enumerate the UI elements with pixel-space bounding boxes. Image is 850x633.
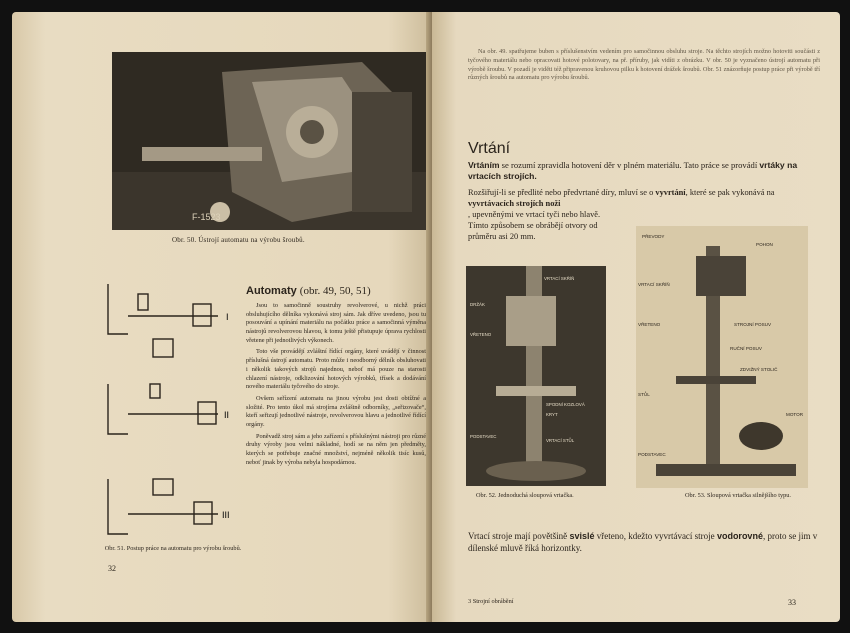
closing-text-3: , proto se jim v dílenské mluvě říká horizontky. <box>468 531 818 554</box>
closing-text-1: Vrtací stroje mají povětšině <box>468 531 570 541</box>
fig53-label: RUČNÍ POSUV <box>730 346 762 351</box>
simple-pillar-drill-photo <box>466 266 606 486</box>
vrtani-lead <box>468 160 820 182</box>
fig53-label: PŘEVODY <box>642 234 665 239</box>
open-book <box>12 12 842 622</box>
automat-mechanism-photo <box>112 52 430 230</box>
body-bold-1: vyvrtání <box>655 188 686 197</box>
fig50-caption: Obr. 50. Ústrojí automatu na výrobu šroubů. <box>172 236 305 244</box>
fig51-label-3: III <box>222 510 230 520</box>
automaty-title: Automaty <box>246 285 297 297</box>
intro-text: Na obr. 49. spatřujeme buben s příslušenstvím vedením pro samočinnou obsluhu stroje. Na těchto strojích možno hotoviti součásti z tyčového materiálu nebo opracovati hotové polotovary, na př. příruby, jak vidíti z obrázku. V obr. 50 je vyznačeno ústrojí automatu při výrobě šroubu. V pozadí je viděti též připravenou kruhovou pilku k hotovení drážek šroubů. Obr. 51 znázorňuje postup práce při výrobě tří různých šroubů na automatu pro výrobu šroubů. <box>468 48 820 82</box>
fig52-label: VRTACÍ SKŘÍŇ <box>544 276 575 281</box>
page-number-left: 32 <box>108 564 116 573</box>
fig52-label: VŘETENO <box>470 332 492 337</box>
fig53-label: MOTOR <box>786 412 804 417</box>
automaty-paragraph: Jsou to samočinně soustruhy revolverové, u nichž práci obsluhujícího dělníka vykonává stroj sám. Jak dříve uvedeno, jsou tu posouvání a upínání materiálu na počátku práce a samočinná výměna nástrojů revolverovou hlavou, k tomu ještě přistupuje úprava rychlosti vřetene při jednotlivých výkonech. <box>246 302 426 344</box>
automaty-text <box>246 302 426 470</box>
fig51-drawings <box>98 274 238 554</box>
fig51-label-1: I <box>226 312 229 322</box>
automaty-paragraph: Ovšem seřízení automatu na jinou výrobu jest dosti obtížné a složité. Pro tento úkol má strojírna zvláštně odborníky, „seřizovače“, kteří seřizují jednotlivé nástroje, revolverovou hlavu a jednotlivé řídící orgány. <box>246 394 426 428</box>
left-page <box>12 12 430 622</box>
closing-bold-2: vodorovné <box>716 531 763 541</box>
right-page <box>432 12 840 622</box>
fig53-label: STŮL <box>638 392 650 397</box>
automaty-ref: (obr. 49, 50, 51) <box>299 285 371 297</box>
fig53-label: POHON <box>756 242 773 247</box>
automaty-heading <box>246 285 371 297</box>
automaty-paragraph: Toto vše provádějí zvláštní řídící orgány, které uvádějí v činnost příslušná ústrojí automatu. Proto může i neodborný dělník obsluhovati i několik takových strojů najednou, neboť má pouze na starosti chlazení nástroje, odklizování hotových výrobků, třísek a dodávání nového materiálu tyčového do stroje. <box>246 348 426 391</box>
fig53-label: STROJNÍ POSUV <box>734 322 772 327</box>
closing-text-2: vřeteno, kdežto vyvrtávací stroje <box>594 531 717 541</box>
body-text-1: Rozšiřují-li se předlité nebo předvrtané díry, mluví se o <box>468 188 656 197</box>
fig52-label: SPODNÍ KOZLOVÁ <box>546 402 585 407</box>
fig53-label: ZDVIŽNÝ STOLIČ <box>740 367 778 372</box>
body-text-2: , které se pak vykonává na <box>685 188 775 197</box>
body-text-3: , upevněnými ve vrtací tyči nebo hlavě. Tímto způsobem se obrábějí otvory od průměru asi 20 mm. <box>468 209 601 241</box>
closing-paragraph <box>468 530 820 554</box>
lead-bold-2: vrtáky na vrtacích strojích. <box>468 160 798 182</box>
fig52-label: DRŽÁK <box>470 302 485 307</box>
fig51-caption: Obr. 51. Postup práce na automatu pro výrobu šroubů. <box>104 545 242 552</box>
automaty-paragraph: Poněvadž stroj sám a jeho zařízení s příslušnými nástroji pro různé druhy výroby jsou velmi nákladné, hodí se na něm jen předměty, kterých se potřebuje značné množství, nejméně několik tisíc kusů, neboť jinak by výroba nebyla hospodárnou. <box>246 432 426 466</box>
fig52-label: PODSTAVEC <box>470 434 497 439</box>
heavy-pillar-drill-photo <box>636 226 808 488</box>
intro-paragraph <box>468 48 820 83</box>
vrtani-heading: Vrtání <box>468 140 511 157</box>
lead-text: se rozumí zpravidla hotovení děr v plném materiálu. Tato práce se provádí <box>499 160 760 170</box>
fig53-label: VŘETENO <box>638 322 661 327</box>
fig53-label: PODSTAVEC <box>638 452 666 457</box>
photo-mark: F-1523 <box>192 212 221 222</box>
fig52-label: KRYT <box>546 412 558 417</box>
fig53-label: VRTACÍ SKŘÍŇ <box>638 282 670 287</box>
lead-bold-1: Vrtáním <box>468 160 500 170</box>
fig52-label: VRTACÍ STŮL <box>546 438 575 443</box>
body-bold-2: vyvrtávacích strojích noži <box>468 198 561 208</box>
chapter-footer: 3 Strojní obrábění <box>468 598 514 605</box>
fig51-label-2: II <box>224 410 230 420</box>
fig53-caption: Obr. 53. Sloupová vrtačka silnějšího typu. <box>685 492 791 499</box>
closing-bold-1: svislé <box>569 531 595 541</box>
fig52-caption: Obr. 52. Jednoduchá sloupová vrtačka. <box>476 492 574 499</box>
page-number-right: 33 <box>788 598 796 607</box>
